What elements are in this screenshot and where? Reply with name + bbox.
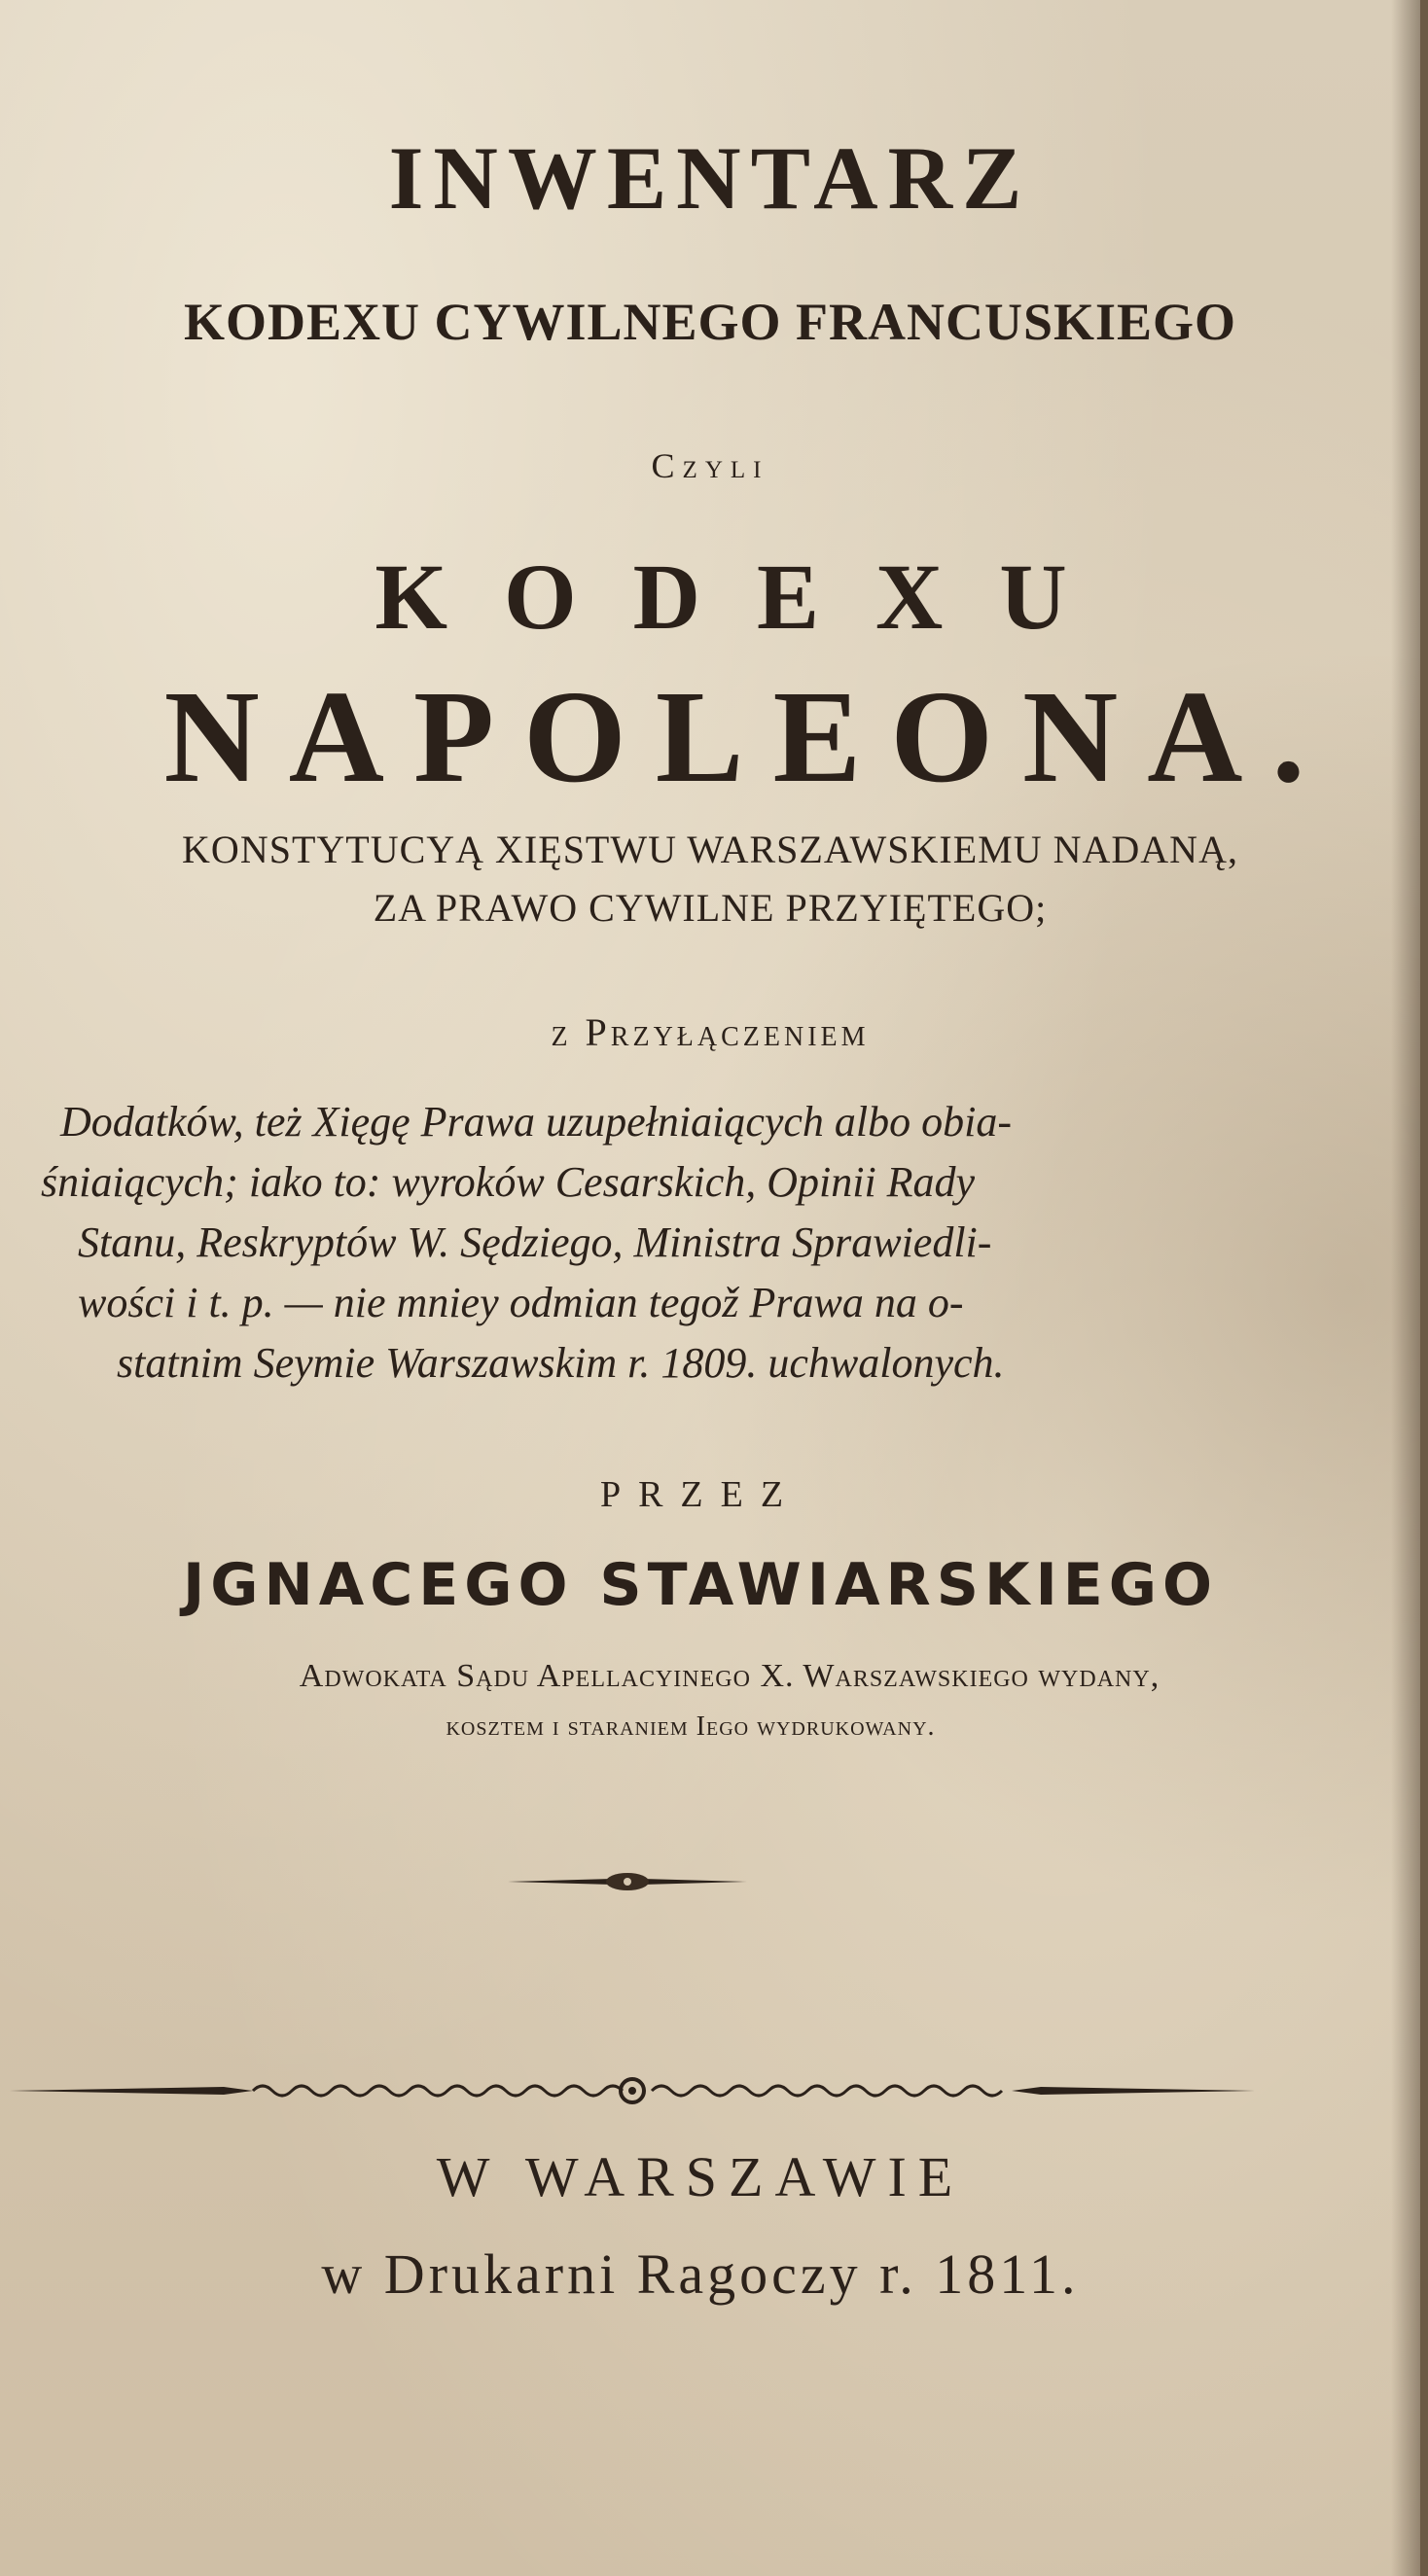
ornament-divider-small bbox=[506, 1862, 749, 1901]
subtitle-line-2: ZA PRAWO CYWILNE PRZYIĘTEGO; bbox=[373, 886, 1048, 930]
place-warszawa: W WARSZAWIE bbox=[436, 2145, 965, 2208]
author-title-line-2: kosztem i staraniem Iego wydrukowany. bbox=[446, 1711, 936, 1742]
author-title-line-1: Adwokata Sądu Apellacyinego X. Warszawskiego wydany, bbox=[299, 1658, 1160, 1694]
subtitle-line-1: KONSTYTUCYĄ XIĘSTWU WARSZAWSKIEMU NADANĄ, bbox=[182, 828, 1238, 871]
title-napoleona: NAPOLEONA. bbox=[163, 664, 1335, 810]
with-heading: z Przyłączeniem bbox=[551, 1010, 870, 1054]
author-name: JGNACEGO STAWIARSKIEGO bbox=[182, 1551, 1219, 1619]
imprint-line: w Drukarni Ragoczy r. 1811. bbox=[321, 2242, 1080, 2306]
description-line: śniaiących; iako to: wyroków Cesarskich, Opinii Rady bbox=[41, 1158, 976, 1206]
by-label: PRZEZ bbox=[599, 1474, 802, 1515]
description-line: wości i t. p. — nie mniey odmian tegož Prawa na o- bbox=[78, 1279, 964, 1326]
title-inwentarz: INWENTARZ bbox=[388, 128, 1032, 228]
description-line: statnim Seymie Warszawskim r. 1809. uchwalonych. bbox=[117, 1339, 1005, 1387]
description-line: Dodatków, też Xięgę Prawa uzupełniaiących albo obia- bbox=[60, 1098, 1013, 1146]
title-kodexu: KODEXU bbox=[375, 545, 1124, 649]
description-line: Stanu, Reskryptów W. Sędziego, Ministra Sprawiedli- bbox=[78, 1218, 992, 1266]
connector-czyli: Czyli bbox=[651, 446, 769, 485]
title-kodexu-cywilnego: KODEXU CYWILNEGO FRANCUSKIEGO bbox=[183, 293, 1237, 351]
ornament-rule bbox=[10, 2071, 1255, 2110]
